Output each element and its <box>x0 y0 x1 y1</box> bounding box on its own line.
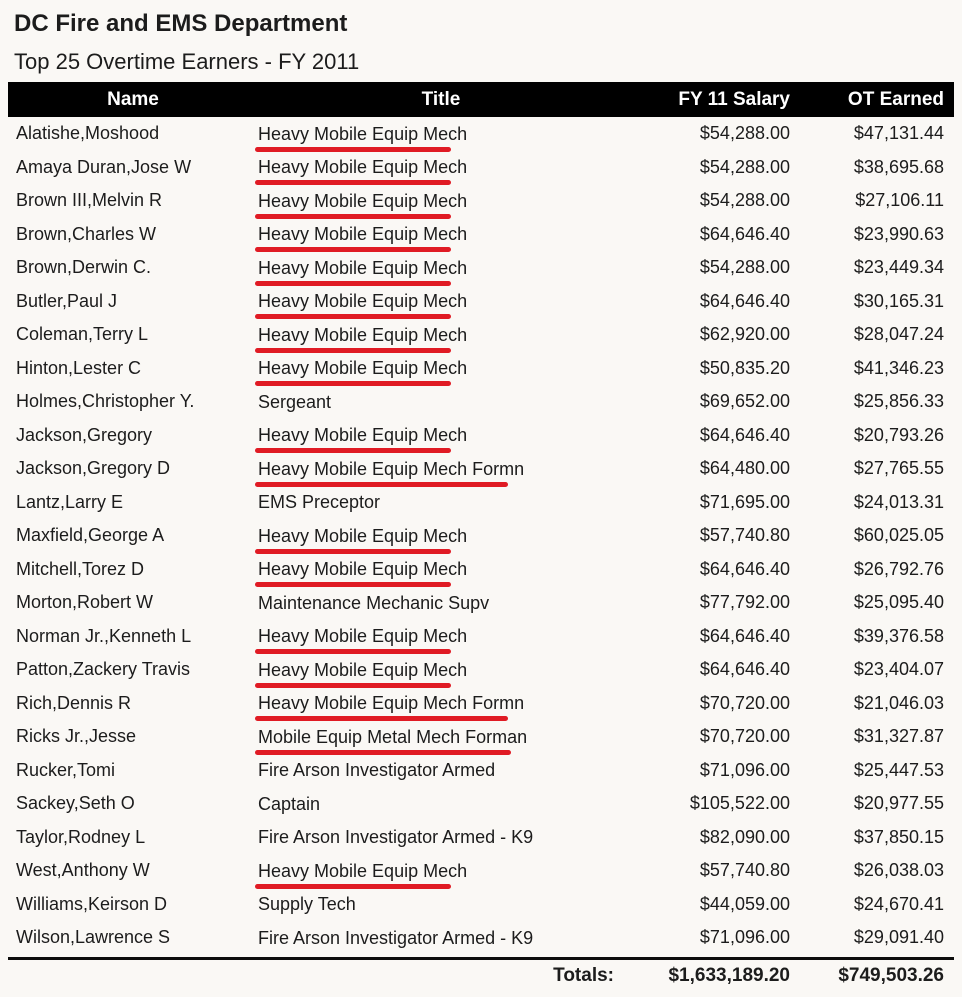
title-text: Heavy Mobile Equip Mech <box>258 190 467 212</box>
salary-cell: $70,720.00 <box>699 726 790 747</box>
title-text: Captain <box>258 793 321 814</box>
ot-cell: $21,046.03 <box>853 692 944 713</box>
salary-cell: $64,646.40 <box>699 223 790 244</box>
title-cell <box>258 860 624 882</box>
name-cell: Morton,Robert W <box>16 592 154 613</box>
title-text: Supply Tech <box>258 894 356 915</box>
ot-cell: $23,990.63 <box>853 223 944 244</box>
table-row <box>8 854 954 888</box>
ot-cell: $39,376.58 <box>853 625 944 646</box>
red-underline-annotation <box>255 214 451 219</box>
title-text: Heavy Mobile Equip Mech <box>258 558 467 580</box>
title-text: Heavy Mobile Equip Mech <box>258 424 467 446</box>
title-text: EMS Preceptor <box>258 492 381 513</box>
salary-cell: $64,646.40 <box>699 558 790 579</box>
title-cell <box>258 927 624 949</box>
table-row <box>8 687 954 721</box>
ot-cell: $27,765.55 <box>853 458 944 479</box>
name-cell: Rucker,Tomi <box>16 759 116 780</box>
title-cell <box>258 893 624 915</box>
title-text: Heavy Mobile Equip Mech <box>258 290 467 312</box>
table-row <box>8 653 954 687</box>
name-cell: Alatishe,Moshood <box>16 123 160 144</box>
table-row <box>8 419 954 453</box>
name-cell: Norman Jr.,Kenneth L <box>16 625 192 646</box>
red-underline-annotation <box>255 314 451 319</box>
totals-ot: $749,503.26 <box>838 965 944 986</box>
table-row <box>8 486 954 520</box>
name-cell: Holmes,Christopher Y. <box>16 391 195 412</box>
title-cell <box>258 324 624 346</box>
table-row <box>8 251 954 285</box>
red-underline-annotation <box>255 683 451 688</box>
title-cell <box>258 726 624 748</box>
name-cell: Brown,Derwin C. <box>16 257 152 278</box>
title-cell <box>258 424 624 446</box>
salary-cell: $62,920.00 <box>699 324 790 345</box>
salary-cell: $57,740.80 <box>699 525 790 546</box>
title-text: Heavy Mobile Equip Mech <box>258 223 467 245</box>
totals-label: Totals: <box>553 965 614 986</box>
name-cell: Hinton,Lester C <box>16 357 142 378</box>
title-cell <box>258 156 624 178</box>
ot-cell: $31,327.87 <box>853 726 944 747</box>
title-text: Heavy Mobile Equip Mech <box>258 659 467 681</box>
table-row <box>8 352 954 386</box>
table-row <box>8 285 954 319</box>
table-row <box>8 553 954 587</box>
title-text: Heavy Mobile Equip Mech <box>258 156 467 178</box>
name-cell: Amaya Duran,Jose W <box>16 156 192 177</box>
table-row <box>8 519 954 553</box>
title-text: Heavy Mobile Equip Mech <box>258 860 467 882</box>
title-text: Heavy Mobile Equip Mech <box>258 525 467 547</box>
ot-cell: $25,447.53 <box>853 759 944 780</box>
ot-cell: $60,025.05 <box>853 525 944 546</box>
ot-cell: $24,670.41 <box>853 893 944 914</box>
ot-cell: $26,038.03 <box>853 860 944 881</box>
title-text: Sergeant <box>258 391 332 412</box>
ot-cell: $30,165.31 <box>853 290 944 311</box>
salary-cell: $64,646.40 <box>699 290 790 311</box>
table-row <box>8 318 954 352</box>
table-row <box>8 620 954 654</box>
red-underline-annotation <box>255 348 451 353</box>
title-text: Heavy Mobile Equip Mech <box>258 357 467 379</box>
ot-cell: $38,695.68 <box>853 156 944 177</box>
table-row <box>8 754 954 788</box>
table-row <box>8 218 954 252</box>
ot-cell: $47,131.44 <box>853 123 944 144</box>
title-text: Maintenance Mechanic Supv <box>258 592 490 613</box>
name-cell: Maxfield,George A <box>16 525 165 546</box>
red-underline-annotation <box>255 582 451 587</box>
salary-cell: $54,288.00 <box>699 123 790 144</box>
salary-cell: $82,090.00 <box>699 826 790 847</box>
title-text: Fire Arson Investigator Armed - K9 <box>258 927 534 948</box>
name-cell: Patton,Zackery Travis <box>16 659 191 680</box>
totals-row <box>8 957 954 993</box>
table-header-row <box>8 82 954 117</box>
title-text: Fire Arson Investigator Armed <box>258 760 496 781</box>
ot-cell: $20,793.26 <box>853 424 944 445</box>
red-underline-annotation <box>255 448 451 453</box>
salary-cell: $105,522.00 <box>689 793 790 814</box>
red-underline-annotation <box>255 884 451 889</box>
title-text: Heavy Mobile Equip Mech <box>258 123 467 145</box>
table-row <box>8 787 954 821</box>
column-header-ot: OT Earned <box>847 88 944 110</box>
salary-cell: $57,740.80 <box>699 860 790 881</box>
salary-cell: $64,480.00 <box>699 458 790 479</box>
red-underline-annotation <box>255 482 508 487</box>
title-cell <box>258 290 624 312</box>
name-cell: Brown III,Melvin R <box>16 190 163 211</box>
red-underline-annotation <box>255 180 451 185</box>
name-cell: Lantz,Larry E <box>16 491 124 512</box>
title-cell <box>258 223 624 245</box>
ot-cell: $37,850.15 <box>853 826 944 847</box>
ot-cell: $24,013.31 <box>853 491 944 512</box>
red-underline-annotation <box>255 381 451 386</box>
salary-cell: $44,059.00 <box>699 893 790 914</box>
title-cell <box>258 625 624 647</box>
ot-cell: $28,047.24 <box>853 324 944 345</box>
name-cell: Wilson,Lawrence S <box>16 927 171 948</box>
page-subtitle: Top 25 Overtime Earners - FY 2011 <box>14 49 360 74</box>
column-header-salary: FY 11 Salary <box>678 88 790 110</box>
name-cell: Rich,Dennis R <box>16 692 132 713</box>
table-row <box>8 921 954 955</box>
title-cell <box>258 525 624 547</box>
ot-cell: $23,404.07 <box>853 659 944 680</box>
title-text: Heavy Mobile Equip Mech <box>258 324 467 346</box>
page-title: DC Fire and EMS Department <box>14 10 348 37</box>
title-cell <box>258 458 624 480</box>
salary-cell: $71,695.00 <box>699 491 790 512</box>
red-underline-annotation <box>255 549 451 554</box>
salary-cell: $70,720.00 <box>699 692 790 713</box>
salary-cell: $64,646.40 <box>699 659 790 680</box>
table-row <box>8 821 954 855</box>
table-row <box>8 586 954 620</box>
name-cell: Brown,Charles W <box>16 223 157 244</box>
title-text: Fire Arson Investigator Armed - K9 <box>258 827 534 848</box>
ot-cell: $23,449.34 <box>853 257 944 278</box>
name-cell: Butler,Paul J <box>16 290 118 311</box>
column-header-name: Name <box>107 88 159 110</box>
column-header-title: Title <box>421 88 461 110</box>
ot-cell: $26,792.76 <box>853 558 944 579</box>
name-cell: Mitchell,Torez D <box>16 558 145 579</box>
totals-salary: $1,633,189.20 <box>668 965 790 986</box>
title-cell <box>258 391 624 413</box>
name-cell: Jackson,Gregory D <box>16 458 171 479</box>
title-cell <box>258 826 624 848</box>
salary-cell: $71,096.00 <box>699 759 790 780</box>
table-row <box>8 720 954 754</box>
salary-cell: $54,288.00 <box>699 190 790 211</box>
salary-cell: $50,835.20 <box>699 357 790 378</box>
ot-cell: $29,091.40 <box>853 927 944 948</box>
table-row <box>8 385 954 419</box>
ot-cell: $20,977.55 <box>853 793 944 814</box>
name-cell: Williams,Keirson D <box>16 893 168 914</box>
table-row <box>8 117 954 151</box>
table-row <box>8 452 954 486</box>
title-text: Heavy Mobile Equip Mech Formn <box>258 458 524 480</box>
name-cell: West,Anthony W <box>16 860 150 881</box>
red-underline-annotation <box>255 247 451 252</box>
table-row <box>8 151 954 185</box>
salary-cell: $64,646.40 <box>699 625 790 646</box>
salary-cell: $69,652.00 <box>699 391 790 412</box>
salary-cell: $71,096.00 <box>699 927 790 948</box>
title-text: Mobile Equip Metal Mech Forman <box>258 726 527 748</box>
salary-cell: $77,792.00 <box>699 592 790 613</box>
red-underline-annotation <box>255 147 451 152</box>
title-cell <box>258 759 624 781</box>
table-row <box>8 888 954 922</box>
title-cell <box>258 592 624 614</box>
ot-cell: $25,856.33 <box>853 391 944 412</box>
name-cell: Ricks Jr.,Jesse <box>16 726 137 747</box>
salary-cell: $54,288.00 <box>699 156 790 177</box>
title-cell <box>258 659 624 681</box>
red-underline-annotation <box>255 716 508 721</box>
title-cell <box>258 257 624 279</box>
ot-cell: $25,095.40 <box>853 592 944 613</box>
red-underline-annotation <box>255 750 511 755</box>
red-underline-annotation <box>255 281 451 286</box>
table-row <box>8 184 954 218</box>
title-text: Heavy Mobile Equip Mech Formn <box>258 692 524 714</box>
name-cell: Taylor,Rodney L <box>16 826 146 847</box>
title-cell <box>258 558 624 580</box>
title-text: Heavy Mobile Equip Mech <box>258 257 467 279</box>
ot-cell: $27,106.11 <box>855 190 944 211</box>
salary-cell: $64,646.40 <box>699 424 790 445</box>
name-cell: Sackey,Seth O <box>16 793 135 814</box>
title-cell <box>258 357 624 379</box>
ot-cell: $41,346.23 <box>853 357 944 378</box>
name-cell: Coleman,Terry L <box>16 324 149 345</box>
title-cell <box>258 491 624 513</box>
title-cell <box>258 190 624 212</box>
title-cell <box>258 123 624 145</box>
title-cell <box>258 793 624 815</box>
name-cell: Jackson,Gregory <box>16 424 153 445</box>
salary-cell: $54,288.00 <box>699 257 790 278</box>
table-body <box>8 117 954 955</box>
title-cell <box>258 692 624 714</box>
red-underline-annotation <box>255 649 451 654</box>
title-text: Heavy Mobile Equip Mech <box>258 625 467 647</box>
